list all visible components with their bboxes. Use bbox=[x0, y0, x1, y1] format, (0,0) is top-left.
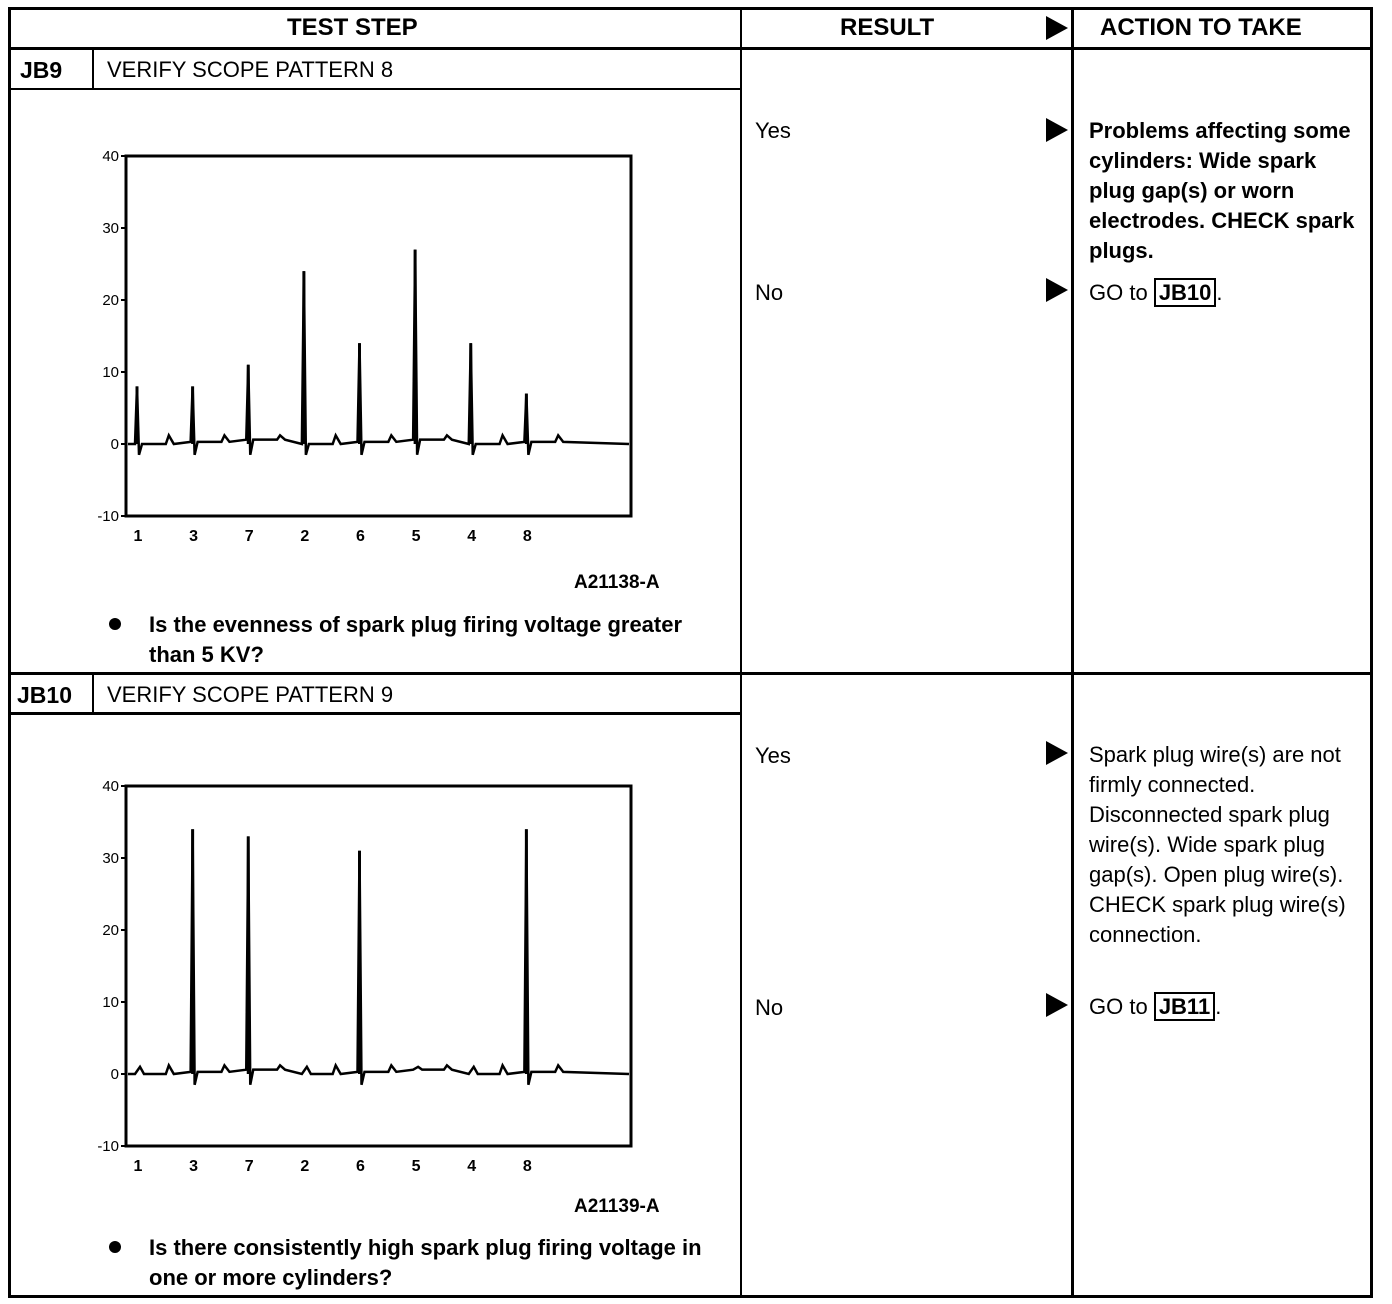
action-yes-text: Wide spark plug gap(s) or worn electrodes. CHECK spark plugs. bbox=[1089, 148, 1355, 263]
y-tick-label: 10 bbox=[102, 994, 119, 1011]
jb10-id-divider bbox=[92, 674, 94, 714]
x-tick-label: 3 bbox=[189, 528, 199, 545]
table-border-left bbox=[8, 7, 11, 1298]
plot-frame bbox=[126, 786, 631, 1146]
scope-pattern-chart bbox=[80, 770, 720, 1190]
step-question: Is there consistently high spark plug firing voltage in one or more cylinders? bbox=[149, 1235, 702, 1290]
column-divider-2 bbox=[1071, 7, 1074, 1298]
y-tick-label: 40 bbox=[102, 778, 119, 795]
header-arrow-icon bbox=[1046, 16, 1068, 40]
action-no-prefix: GO to bbox=[1089, 280, 1148, 305]
step-title: VERIFY SCOPE PATTERN 8 bbox=[107, 57, 394, 82]
result-arrow-icon bbox=[1046, 741, 1068, 765]
header-result: RESULT bbox=[840, 14, 935, 41]
y-tick-label: 0 bbox=[110, 1066, 119, 1083]
x-tick-label: 1 bbox=[133, 1158, 143, 1175]
x-tick-label: 6 bbox=[356, 1158, 365, 1175]
jb10-title-underline bbox=[8, 712, 742, 715]
x-tick-label: 7 bbox=[244, 528, 254, 545]
x-tick-label: 7 bbox=[244, 1158, 254, 1175]
result-no: No bbox=[755, 995, 784, 1020]
y-tick-label: 40 bbox=[102, 148, 119, 165]
y-tick-label: 10 bbox=[102, 364, 119, 381]
x-tick-label: 8 bbox=[522, 528, 532, 545]
result-yes: Yes bbox=[755, 118, 791, 143]
jb9-id-divider bbox=[92, 49, 94, 89]
voltage-trace bbox=[128, 250, 629, 455]
row-divider bbox=[8, 672, 1373, 675]
column-divider-1 bbox=[740, 7, 742, 1298]
action-yes: Spark plug wire(s) are not firmly connected. Disconnected spark plug wire(s). Wide spark plug gap(s). Open plug wire(s). CHECK spark plug wire(s) connection. bbox=[1089, 742, 1346, 947]
action-no bbox=[1089, 278, 1223, 308]
goto-step-link[interactable]: JB11 bbox=[1154, 992, 1215, 1021]
step-id: JB10 bbox=[17, 682, 72, 708]
x-tick-label: 5 bbox=[411, 528, 421, 545]
y-tick-label: 30 bbox=[102, 220, 119, 237]
table-border-right bbox=[1370, 7, 1373, 1298]
table-border-bottom bbox=[8, 1295, 1373, 1298]
scope-pattern-chart bbox=[80, 140, 720, 560]
result-no: No bbox=[755, 280, 784, 305]
result-arrow-icon bbox=[1046, 278, 1068, 302]
x-tick-label: 2 bbox=[300, 528, 310, 545]
y-tick-label: 30 bbox=[102, 850, 119, 867]
action-yes-heading: Problems affecting some cylinders: bbox=[1089, 118, 1351, 173]
bullet-icon bbox=[109, 1241, 121, 1253]
figure-id: A21139-A bbox=[574, 1196, 660, 1217]
x-tick-label: 2 bbox=[300, 1158, 310, 1175]
action-no-suffix: . bbox=[1215, 994, 1222, 1019]
x-tick-label: 8 bbox=[522, 1158, 532, 1175]
bullet-icon bbox=[109, 618, 121, 630]
action-no bbox=[1089, 992, 1221, 1022]
result-arrow-icon bbox=[1046, 993, 1068, 1017]
jb9-title-underline bbox=[8, 88, 742, 90]
plot-frame bbox=[126, 156, 631, 516]
y-tick-label: 0 bbox=[110, 436, 119, 453]
x-tick-label: 4 bbox=[467, 1158, 477, 1175]
x-tick-label: 4 bbox=[467, 528, 477, 545]
result-arrow-icon bbox=[1046, 118, 1068, 142]
y-tick-label: -10 bbox=[97, 508, 119, 525]
x-tick-label: 6 bbox=[356, 528, 365, 545]
y-tick-label: -10 bbox=[97, 1138, 119, 1155]
x-tick-label: 5 bbox=[411, 1158, 421, 1175]
header-action: ACTION TO TAKE bbox=[1100, 14, 1302, 41]
y-tick-label: 20 bbox=[102, 922, 119, 939]
step-id: JB9 bbox=[20, 57, 63, 83]
step-title: VERIFY SCOPE PATTERN 9 bbox=[107, 682, 394, 707]
y-tick-label: 20 bbox=[102, 292, 119, 309]
x-tick-label: 1 bbox=[133, 528, 143, 545]
action-yes bbox=[1089, 116, 1361, 266]
header-test-step: TEST STEP bbox=[287, 14, 418, 41]
figure-id: A21138-A bbox=[574, 572, 660, 593]
action-no-suffix: . bbox=[1216, 280, 1223, 305]
result-yes: Yes bbox=[755, 743, 791, 768]
action-no-prefix: GO to bbox=[1089, 994, 1148, 1019]
goto-step-link[interactable]: JB10 bbox=[1154, 278, 1217, 307]
header-divider bbox=[8, 47, 1373, 50]
table-border-top bbox=[8, 7, 1373, 10]
x-tick-label: 3 bbox=[189, 1158, 199, 1175]
voltage-trace bbox=[128, 829, 629, 1085]
step-question: Is the evenness of spark plug firing voltage greater than 5 KV? bbox=[149, 612, 683, 667]
